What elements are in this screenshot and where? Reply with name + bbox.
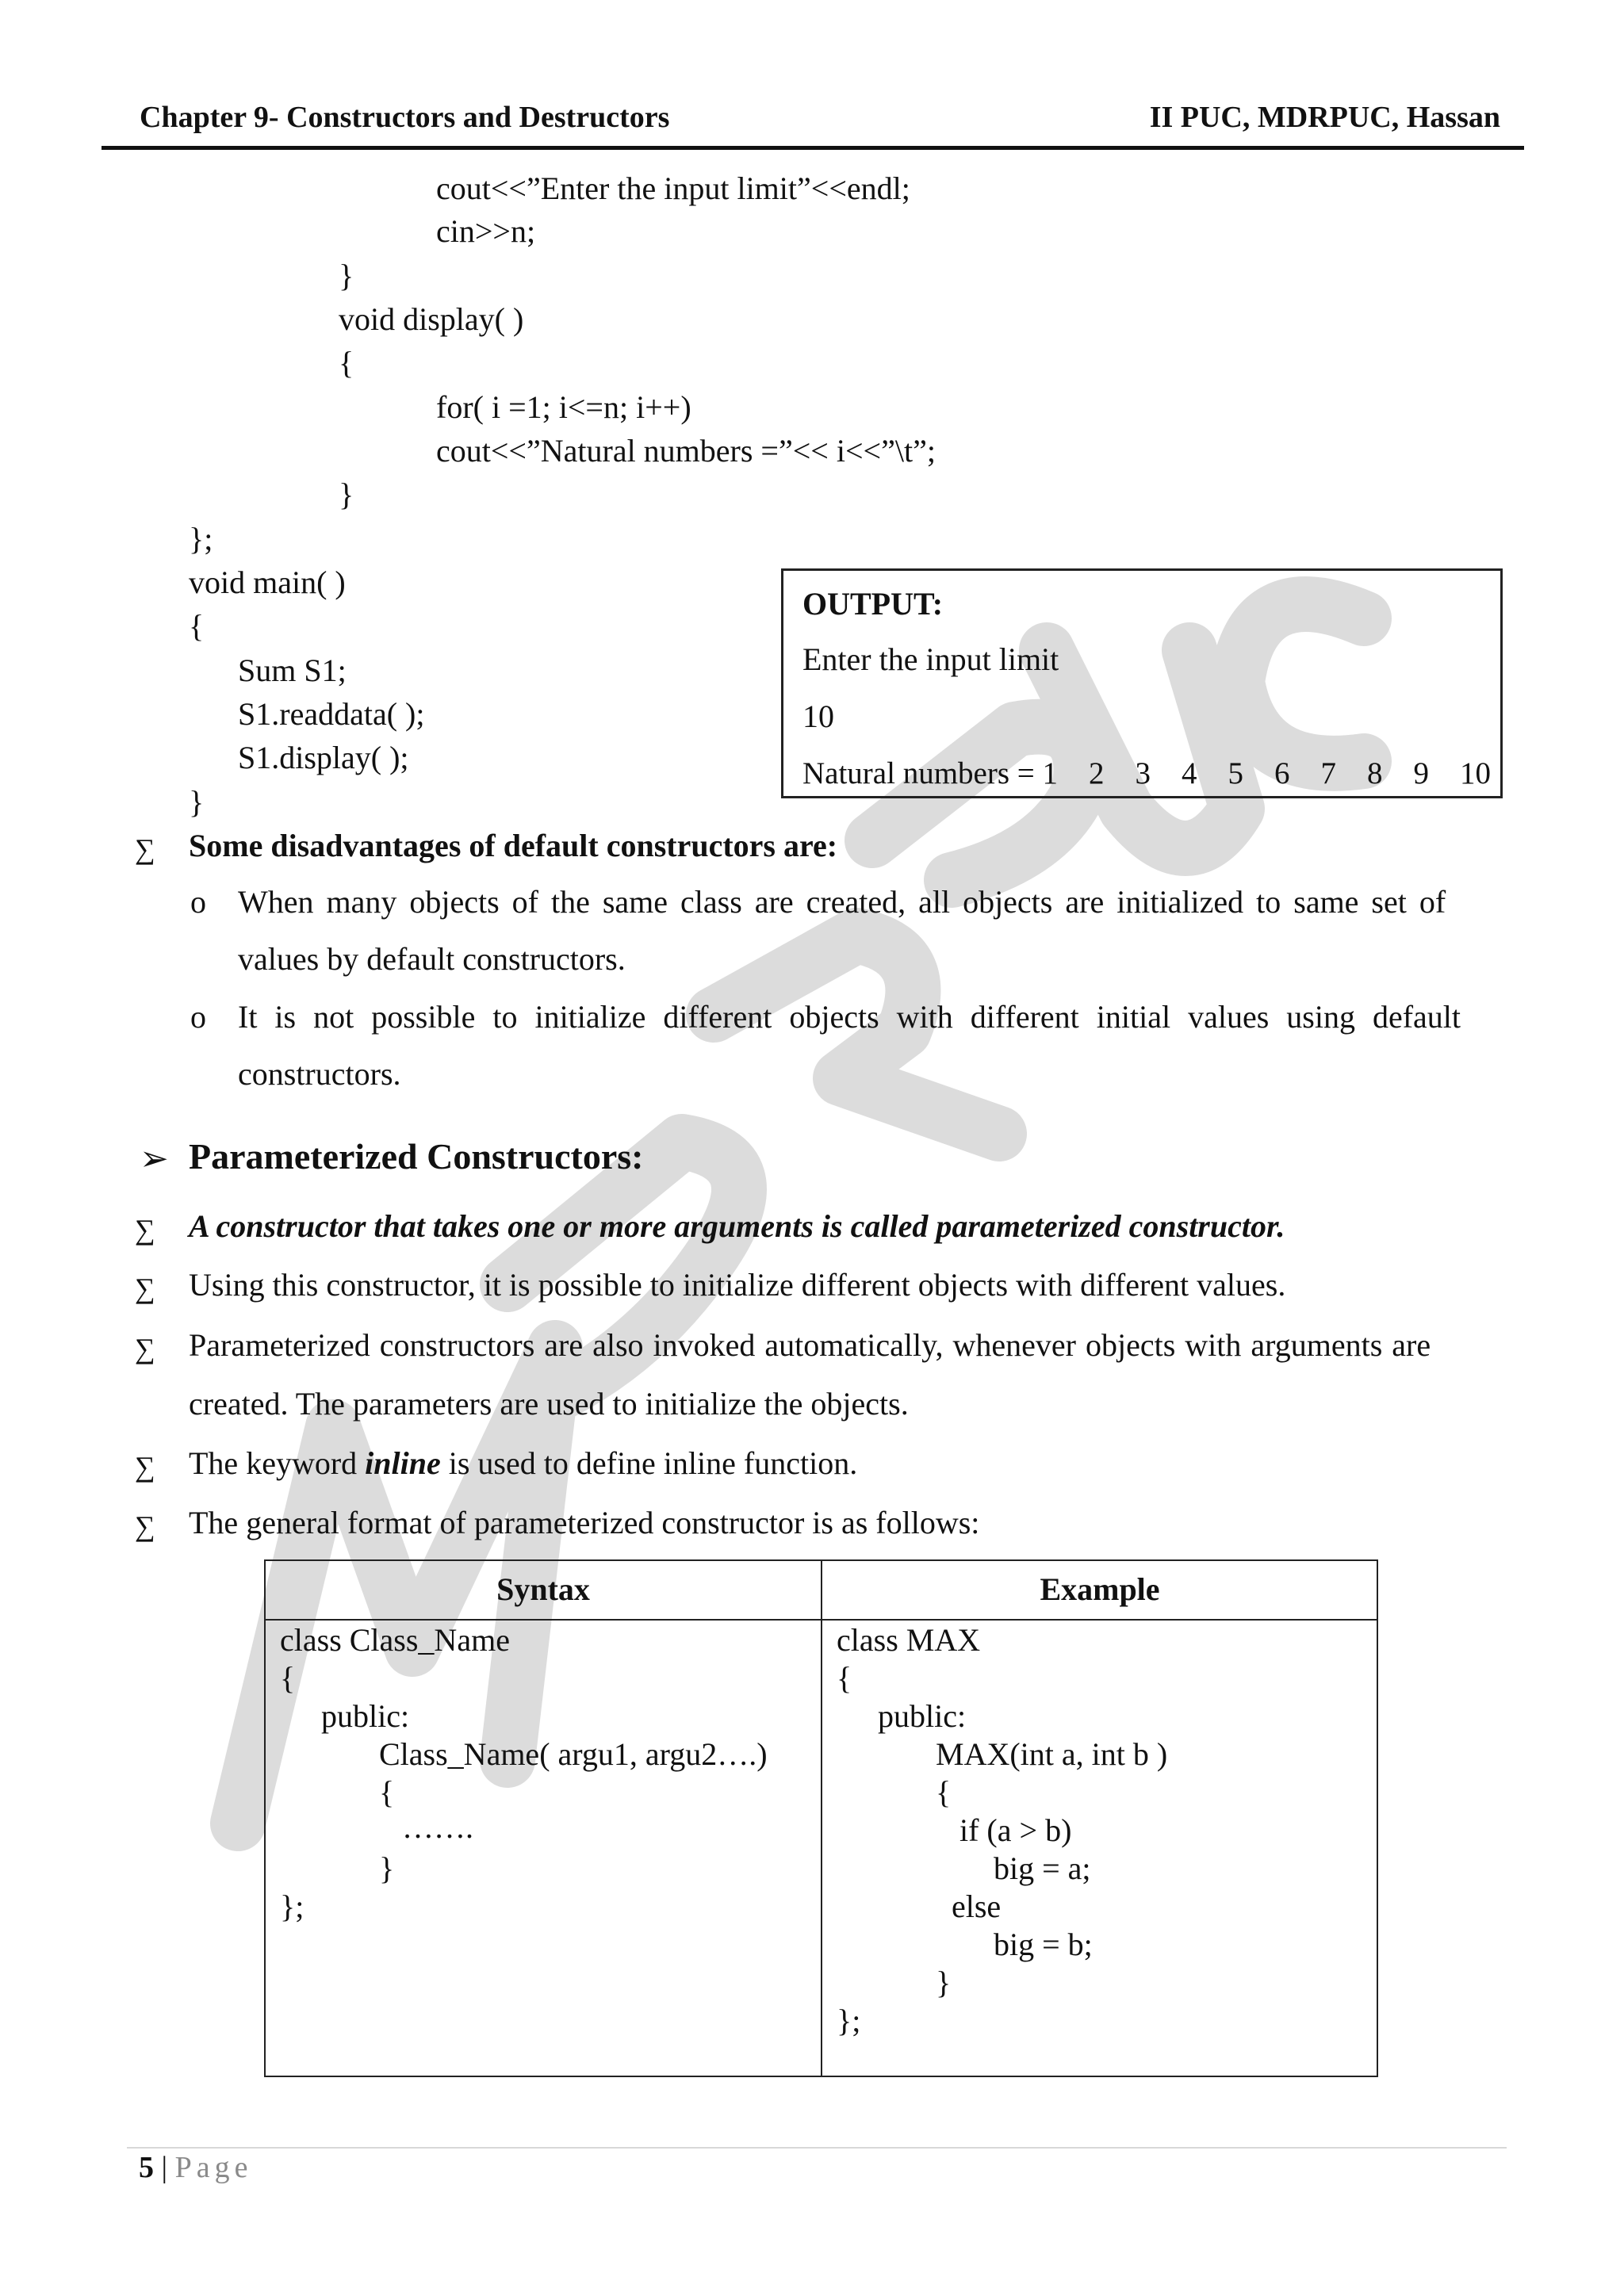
output-title: OUTPUT:	[802, 586, 944, 622]
example-line: }	[936, 1965, 952, 2000]
example-line: public:	[878, 1698, 967, 1734]
point-text: Parameterized constructors are also invoked automatically, whenever objects with arguments are	[189, 1327, 1431, 1363]
point-text: created. The parameters are used to initialize the objects.	[189, 1386, 909, 1422]
arrow-bullet-icon: ➢	[140, 1139, 169, 1178]
sub-bullet-icon: o	[190, 884, 206, 920]
page-number: 5	[139, 2151, 154, 2184]
page-footer	[139, 2150, 252, 2185]
example-line: if (a > b)	[959, 1812, 1072, 1848]
example-line: MAX(int a, int b )	[936, 1736, 1168, 1772]
keyword-inline: inline	[365, 1445, 441, 1481]
code-line: S1.display( );	[238, 740, 409, 775]
header-rule	[102, 146, 1524, 150]
table-header-example: Example	[1040, 1571, 1160, 1607]
disadvantage-text: When many objects of the same class are created, all objects are initialized to same set of	[238, 884, 1446, 920]
point-text-part: is used to define inline function.	[440, 1445, 858, 1481]
code-line: }	[339, 476, 354, 512]
code-line: }	[189, 784, 205, 820]
code-line: void main( )	[189, 564, 346, 600]
bullet-icon: ∑	[135, 833, 155, 865]
section-title: Parameterized Constructors:	[189, 1136, 644, 1177]
disadvantages-heading: Some disadvantages of default constructors are:	[189, 828, 838, 863]
code-line: }	[339, 258, 354, 293]
bullet-icon: ∑	[135, 1272, 155, 1304]
sub-bullet-icon: o	[190, 999, 206, 1035]
syntax-line: {	[379, 1774, 395, 1810]
syntax-line: class Class_Name	[280, 1622, 510, 1658]
page-separator: |	[154, 2151, 175, 2184]
example-line: big = a;	[994, 1850, 1091, 1886]
code-line: for( i =1; i<=n; i++)	[436, 389, 691, 425]
table-divider	[821, 1561, 822, 2076]
code-line: {	[189, 608, 205, 644]
disadvantage-text: constructors.	[238, 1056, 401, 1092]
example-line: };	[837, 2003, 861, 2038]
table-divider	[266, 1619, 1377, 1621]
bullet-icon: ∑	[135, 1510, 155, 1542]
chapter-title: Chapter 9- Constructors and Destructors	[140, 101, 670, 134]
point-text-part: The keyword	[189, 1445, 366, 1481]
output-line: Natural numbers = 1 2 3 4 5 6 7 8 9 10	[802, 756, 1491, 790]
example-line: class MAX	[837, 1622, 981, 1658]
college-name: II PUC, MDRPUC, Hassan	[1149, 101, 1500, 134]
definition-text: A constructor that takes one or more arguments is called parameterized constructor.	[189, 1208, 1285, 1244]
syntax-line: }	[379, 1850, 395, 1886]
example-line: big = b;	[994, 1927, 1093, 1962]
code-line: {	[339, 345, 354, 381]
bullet-icon: ∑	[135, 1333, 155, 1364]
code-line: cout<<”Natural numbers =”<< i<<”\t”;	[436, 433, 936, 469]
point-text: The general format of parameterized constructor is as follows:	[189, 1505, 980, 1540]
code-line: S1.readdata( );	[238, 696, 425, 732]
syntax-line: {	[280, 1660, 296, 1696]
output-line: Enter the input limit	[802, 641, 1059, 677]
point-text: Using this constructor, it is possible to initialize different objects with different values.	[189, 1267, 1286, 1303]
code-line: cout<<”Enter the input limit”<<endl;	[436, 170, 910, 206]
output-line: 10	[802, 698, 834, 734]
bullet-icon: ∑	[135, 1214, 155, 1246]
table-header-syntax: Syntax	[496, 1571, 590, 1607]
syntax-line: …….	[402, 1809, 473, 1845]
point-text	[189, 1445, 857, 1482]
code-line: };	[189, 521, 213, 557]
code-line: cin>>n;	[436, 213, 536, 249]
bullet-icon: ∑	[135, 1451, 155, 1483]
example-line: {	[936, 1774, 952, 1810]
footer-rule	[127, 2147, 1507, 2149]
syntax-table	[264, 1559, 1378, 2077]
example-line: {	[837, 1660, 852, 1696]
syntax-line: public:	[321, 1698, 410, 1734]
output-box	[781, 568, 1503, 798]
disadvantage-text: values by default constructors.	[238, 941, 626, 977]
example-line: else	[952, 1888, 1002, 1924]
page-label: Page	[174, 2151, 253, 2184]
syntax-line: Class_Name( argu1, argu2….)	[379, 1736, 768, 1772]
syntax-line: };	[280, 1888, 304, 1924]
code-line: Sum S1;	[238, 652, 347, 688]
disadvantage-text: It is not possible to initialize different objects with different initial values using default	[238, 999, 1461, 1035]
code-line: void display( )	[339, 301, 524, 337]
